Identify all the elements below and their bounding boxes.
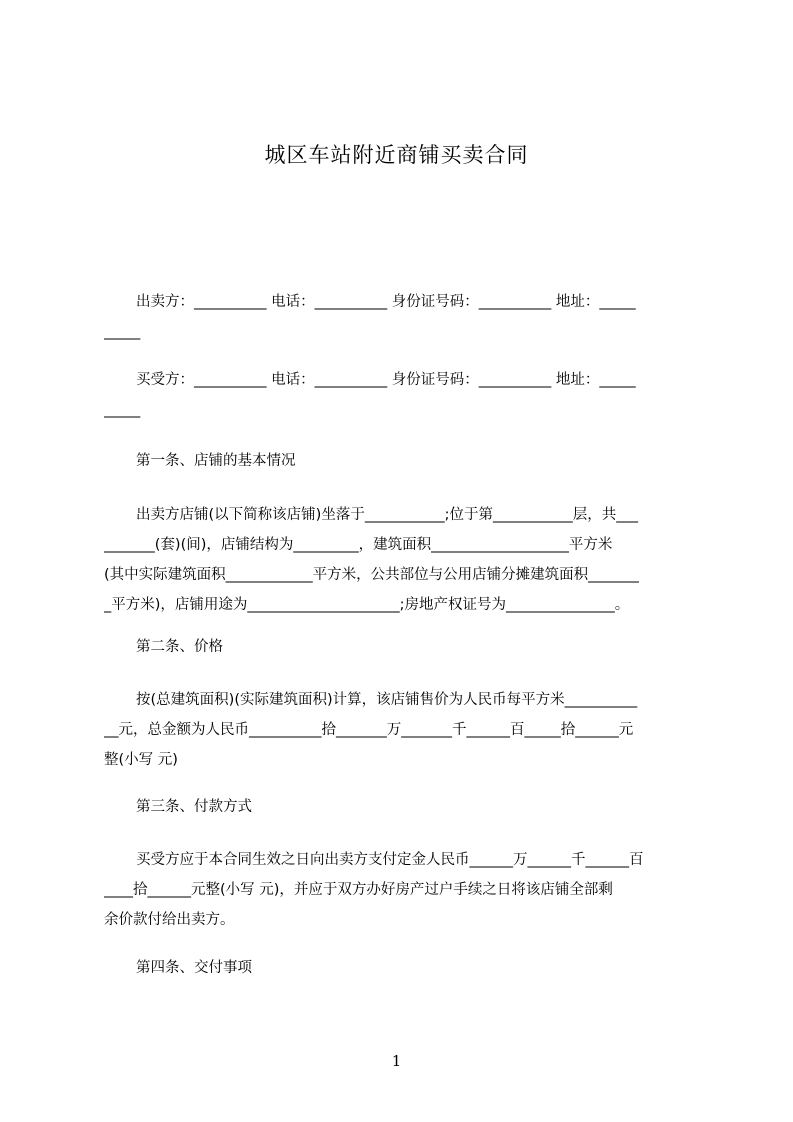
article-3-line: 余价款付给出卖方。 [104, 912, 235, 928]
article-1-line: _______(套)(间)，店铺结构为_________，建筑面积___________________平方米 [104, 537, 613, 553]
seller-info-line: 出卖方：__________ 电话：__________ 身份证号码：__________ 地址：_____ [136, 294, 636, 310]
article-1-line: (其中实际建筑面积____________平方米，公共部位与公用店铺分摊建筑面积_______ [104, 567, 639, 583]
article-2-line: 按(总建筑面积)(实际建筑面积)计算，该店铺售价为人民币每平方米__________ [136, 692, 638, 708]
article-1-body [104, 500, 700, 620]
article-2-heading: 第二条、价格 [136, 639, 223, 655]
seller-info-line: _____ [104, 324, 141, 340]
article-2-body [104, 685, 700, 775]
page-number: 1 [391, 1052, 402, 1070]
article-3-heading: 第三条、付款方式 [136, 799, 252, 815]
article-4-heading: 第四条、交付事项 [136, 960, 252, 976]
article-2-line: __元，总金额为人民币__________拾_______万_______千______百_____拾______元 [104, 722, 634, 738]
article-1-line: _平方米)，店铺用途为_____________________;房地产权证号为_______________。 [104, 597, 630, 613]
article-3-line: ____拾______元整(小写 元)，并应于双方办好房产过户手续之日将该店铺全部剩 [104, 882, 613, 898]
article-3-body [104, 845, 700, 935]
buyer-info-line: 买受方：__________ 电话：__________ 身份证号码：__________ 地址：_____ [136, 372, 636, 388]
contract-title: 城区车站附近商铺买卖合同 [264, 143, 529, 167]
article-2-line: 整(小写 元) [104, 752, 178, 768]
buyer-info [104, 365, 700, 425]
seller-info [104, 287, 700, 347]
article-1-line: 出卖方店铺(以下简称该店铺)坐落于___________;位于第___________层，共___ [136, 507, 638, 523]
article-1-heading: 第一条、店铺的基本情况 [136, 453, 296, 469]
buyer-info-line: _____ [104, 402, 141, 418]
article-3-line: 买受方应于本合同生效之日向出卖方支付定金人民币______万______千______百 [136, 852, 644, 868]
